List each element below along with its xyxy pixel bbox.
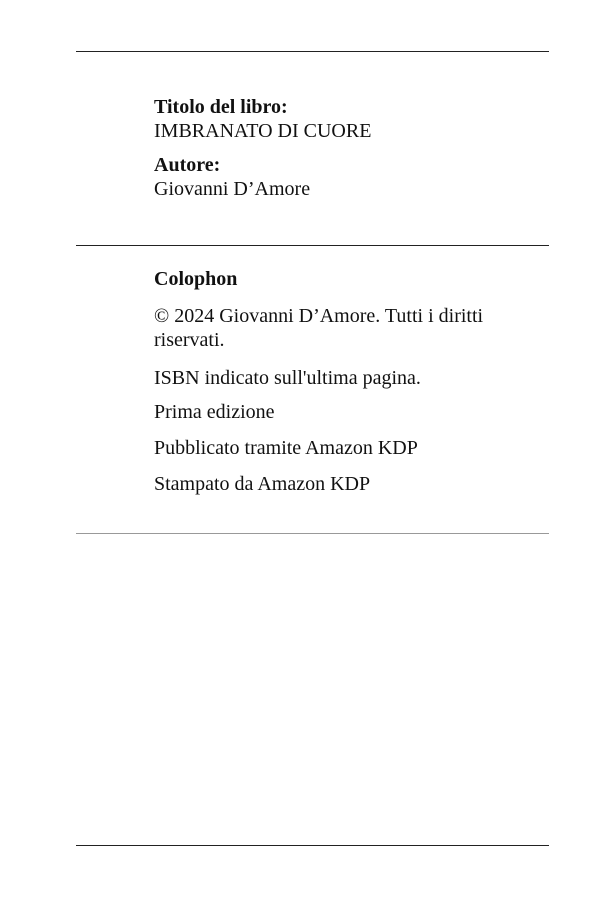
author-label: Autore: — [154, 154, 221, 176]
isbn-line: ISBN indicato sull'ultima pagina. — [154, 367, 421, 389]
edition-line: Prima edizione — [154, 401, 275, 423]
title-label: Titolo del libro: — [154, 96, 288, 118]
middle-rule — [76, 245, 549, 246]
colophon-heading: Colophon — [154, 268, 238, 290]
section-end-rule — [76, 533, 549, 534]
title-value: IMBRANATO DI CUORE — [154, 120, 372, 142]
copyright-line: © 2024 Giovanni D’Amore. Tutti i diritti riservati. — [154, 305, 484, 351]
author-value: Giovanni D’Amore — [154, 178, 311, 200]
book-info — [154, 95, 549, 201]
top-rule — [76, 51, 549, 52]
colophon-section — [154, 267, 549, 507]
bottom-rule — [76, 845, 549, 846]
publisher-line: Pubblicato tramite Amazon KDP — [154, 437, 418, 459]
printer-line: Stampato da Amazon KDP — [154, 473, 371, 495]
